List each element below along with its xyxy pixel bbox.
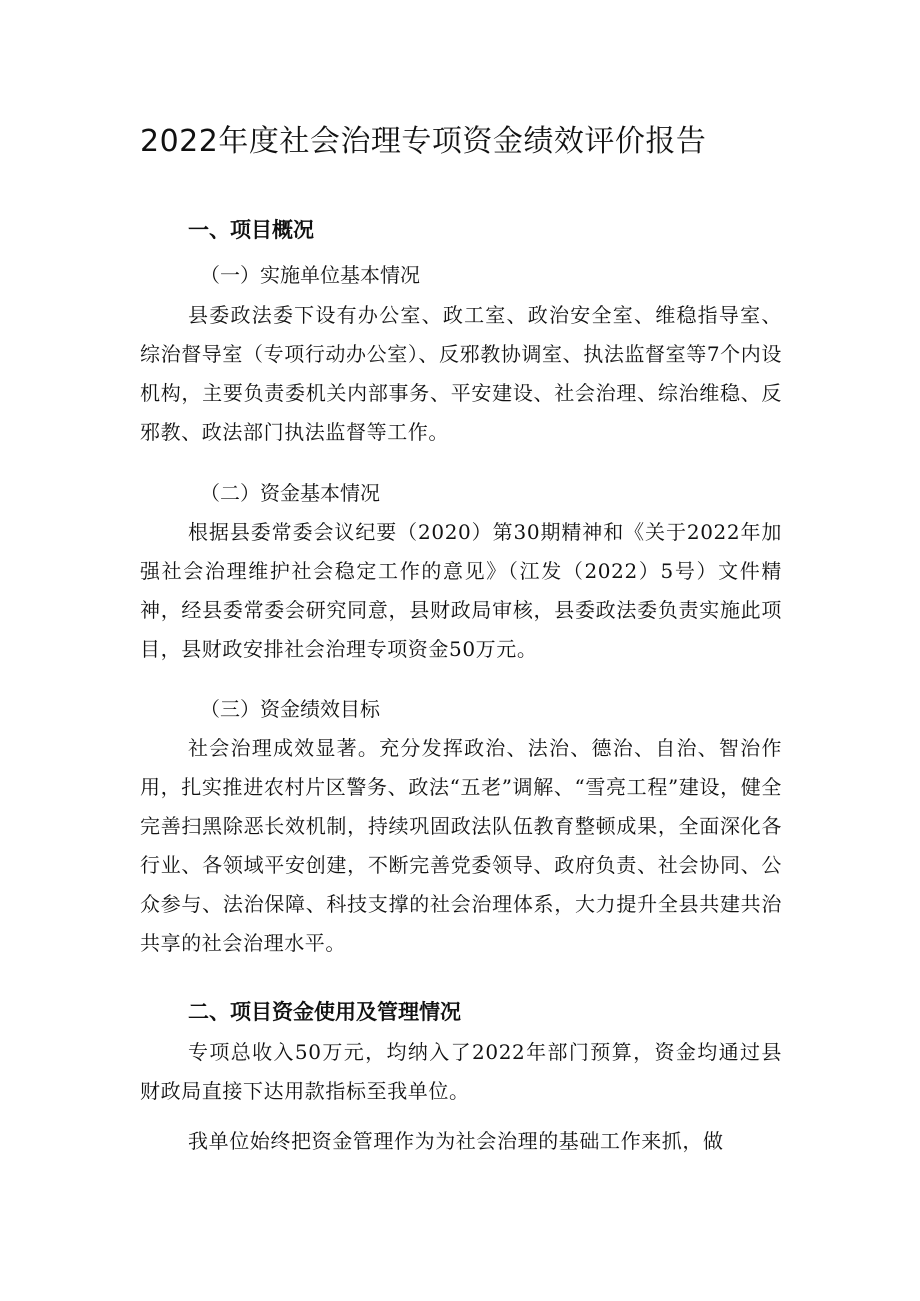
document-title: 2022年度社会治理专项资金绩效评价报告 [140,124,707,159]
subsection-heading-goals: （三）资金绩效目标 [200,697,380,721]
paragraph-fund-management: 我单位始终把资金管理作为为社会治理的基础工作来抓，做 [188,1129,724,1153]
paragraph-goals: 社会治理成效显著。充分发挥政治、法治、德治、自治、智治作用，扎实推进农村片区警务、政法“五老”调解、“雪亮工程”建设，健全完善扫黑除恶长效机制，持续巩固政法队伍教育整顿成果，全面深化各行业、各领域平安创建，不断完善党委领导、政府负责、社会协同、公众参与、法治保障、科技支撑的社会治理体系，大力提升全县共建共治共享的社会治理水平。 [140,736,782,955]
paragraph-fund-income: 专项总收入50万元，均纳入了2022年部门预算，资金均通过县财政局直接下达用款指标至我单位。 [140,1040,782,1103]
subsection-heading-funds: （二）资金基本情况 [200,481,380,505]
section-heading-fund-usage: 二、项目资金使用及管理情况 [188,1000,461,1024]
paragraph-unit-info: 县委政法委下设有办公室、政工室、政治安全室、维稳指导室、综治督导室（专项行动办公室）、反邪教协调室、执法监督室等7个内设机构，主要负责委机关内部事务、平安建设、社会治理、综治维稳、反邪教、政法部门执法监督等工作。 [140,303,782,444]
paragraph-funds-info: 根据县委常委会议纪要（2020）第30期精神和《关于2022年加强社会治理维护社会稳定工作的意见》（江发（2022）5号）文件精神，经县委常委会研究同意，县财政局审核，县委政法委负责实施此项目，县财政安排社会治理专项资金50万元。 [140,520,782,661]
section-heading-overview: 一、项目概况 [188,218,314,242]
subsection-heading-unit: （一）实施单位基本情况 [200,263,420,287]
